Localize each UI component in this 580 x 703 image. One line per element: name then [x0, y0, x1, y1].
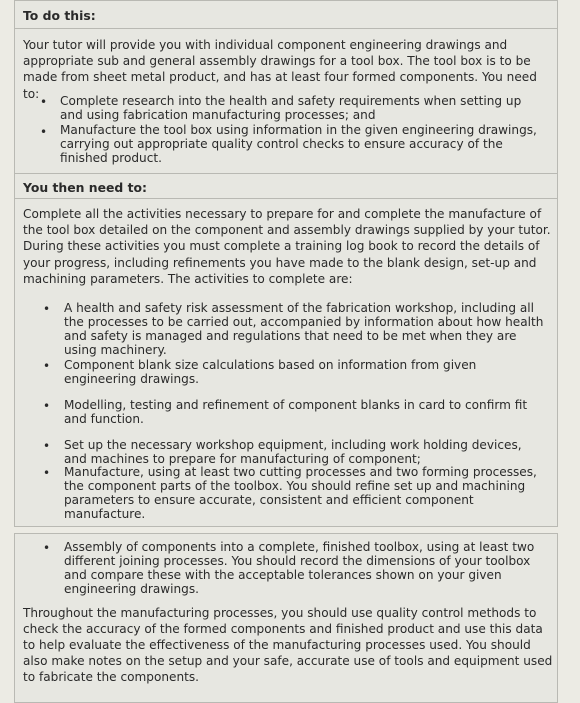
list-item: Set up the necessary workshop equipment, including work holding devices, and machines to prepare for manufacturing of component;	[64, 438, 522, 466]
then-heading: You then need to:	[23, 180, 147, 195]
to-do-heading: To do this:	[23, 8, 96, 23]
activities-paragraph: Complete all the activities necessary to prepare for and complete the manufacture of the tool box detailed on the component and assembly drawings supplied by your tutor. During these activities you must complete a training log book to record the details of your progress, including refinements you have made to the blank design, set-up and machining parameters. The activities to complete are:	[23, 207, 551, 286]
bullet-icon: •	[43, 466, 51, 480]
closing-paragraph: Throughout the manufacturing processes, you should use quality control methods to check the accuracy of the formed components and finished product and use this data to help evaluate the effectiveness of the manufacturing processes used. You should also make notes on the setup and your safe, accurate use of tools and equipment used to fabricate the components.	[23, 606, 553, 684]
list-item: Modelling, testing and refinement of component blanks in card to confirm fit and function.	[64, 398, 528, 426]
intro-paragraph: Your tutor will provide you with individual component engineering drawings and appropriate sub and general assembly drawings for a tool box. The tool box is to be made from sheet metal product, and has at least four formed components. You need to:	[23, 38, 537, 101]
bullet-icon: •	[43, 541, 51, 555]
activities-panel	[14, 0, 558, 527]
bullet-icon: •	[43, 439, 51, 453]
bullet-icon: •	[40, 95, 48, 109]
bullet-icon: •	[40, 125, 48, 139]
bullet-icon: •	[43, 399, 51, 413]
list-item: Manufacture, using at least two cutting processes and two forming processes, the component parts of the toolbox. You should refine set up and machining parameters to ensure accurate, consistent and efficient component manufacture.	[64, 465, 537, 521]
list-item: Complete research into the health and safety requirements when setting up and using fabrication manufacturing processes; and	[60, 94, 522, 122]
divider	[15, 173, 557, 174]
list-item: A health and safety risk assessment of the fabrication workshop, including all the processes to be carried out, accompanied by information about how health and safety is managed and regulations that need to be met when they are using machinery.	[64, 301, 544, 357]
divider	[15, 198, 557, 199]
list-item: Assembly of components into a complete, finished toolbox, using at least two different joining processes. You should record the dimensions of your toolbox and compare these with the acceptable tolerances shown on your given engineering drawings.	[64, 540, 535, 596]
bullet-icon: •	[43, 359, 51, 373]
assembly-panel	[14, 533, 558, 703]
divider	[15, 28, 557, 29]
list-item: Manufacture the tool box using information in the given engineering drawings, carrying out appropriate quality control checks to ensure accuracy of the finished product.	[60, 123, 537, 165]
list-item: Component blank size calculations based on information from given engineering drawings.	[64, 358, 477, 386]
bullet-icon: •	[43, 302, 51, 316]
